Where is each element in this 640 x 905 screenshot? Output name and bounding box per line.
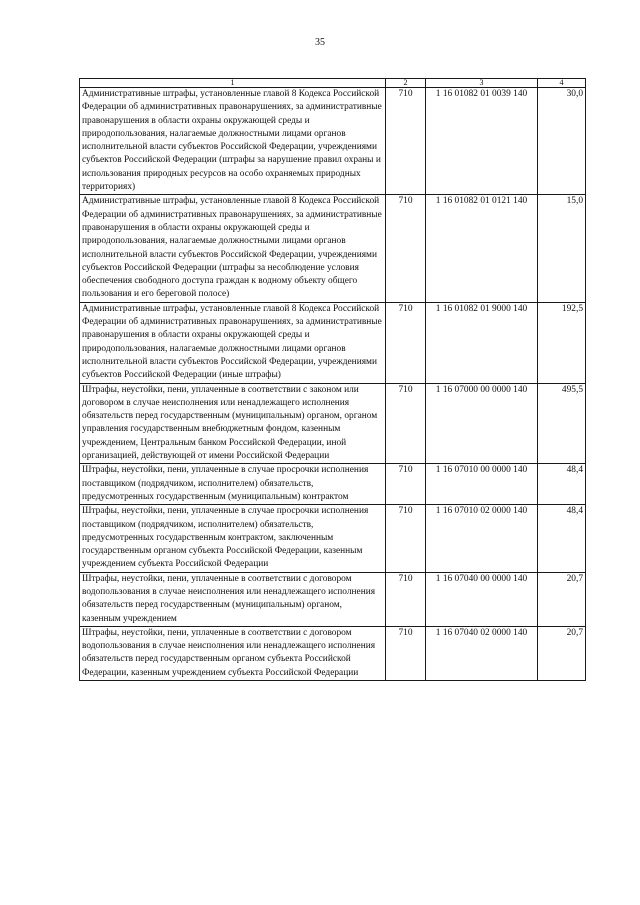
row-budget-code: 1 16 01082 01 9000 140 [426,302,538,383]
table-row [80,88,586,195]
row-description: Административные штрафы, установленные главой 8 Кодекса Российской Федерации об административных правонарушениях, за административные правонарушения в области охраны окружающей среды и природопользования, налагаемые должностными лицами органов исполнительной власти субъектов Российской Федерации, учреждениями субъектов Российской Федерации (иные штрафы) [80,302,386,383]
row-admin-code: 710 [386,464,426,505]
header-col-2: 2 [386,79,426,88]
row-description: Штрафы, неустойки, пени, уплаченные в соответствии с законом или договором в случае неисполнения или ненадлежащего исполнения обязательств перед государственным (муниципальным) органом, органом управления государственным внебюджетным фондом, казенным учреждением, Центральным банком Российской Федерации, иной организацией, действующей от имени Российской Федерации [80,383,386,464]
row-admin-code: 710 [386,302,426,383]
row-amount: 192,5 [538,302,586,383]
row-admin-code: 710 [386,626,426,680]
table-row [80,626,586,680]
table-row [80,195,586,302]
revenue-table [79,78,586,681]
row-amount: 20,7 [538,626,586,680]
table-row [80,505,586,572]
header-col-1: 1 [80,79,386,88]
table-row [80,464,586,505]
row-budget-code: 1 16 07040 02 0000 140 [426,626,538,680]
row-description: Штрафы, неустойки, пени, уплаченные в соответствии с договором водопользования в случае неисполнения или ненадлежащего исполнения обязательств перед государственным органом субъекта Российской Федерации, казенным учреждением субъекта Российской Федерации [80,626,386,680]
row-admin-code: 710 [386,572,426,626]
row-admin-code: 710 [386,505,426,572]
row-description: Штрафы, неустойки, пени, уплаченные в случае просрочки исполнения поставщиком (подрядчиком, исполнителем) обязательств, предусмотренных государственным (муниципальным) контрактом [80,464,386,505]
row-description: Административные штрафы, установленные главой 8 Кодекса Российской Федерации об административных правонарушениях, за административные правонарушения в области охраны окружающей среды и природопользования, налагаемые должностными лицами органов исполнительной власти субъектов Российской Федерации, учреждениями субъектов Российской Федерации (штрафы за несоблюдение условия обеспечения свободного доступа граждан к водному объекту общего пользования и его береговой полосе) [80,195,386,302]
table-row [80,302,586,383]
row-budget-code: 1 16 07000 00 0000 140 [426,383,538,464]
row-description: Штрафы, неустойки, пени, уплаченные в случае просрочки исполнения поставщиком (подрядчиком, исполнителем) обязательств, предусмотренных государственным контрактом, заключенным государственным органом субъекта Российской Федерации, казенным учреждением субъекта Российской Федерации [80,505,386,572]
row-admin-code: 710 [386,195,426,302]
row-budget-code: 1 16 07010 00 0000 140 [426,464,538,505]
row-amount: 48,4 [538,464,586,505]
row-admin-code: 710 [386,88,426,195]
table-row [80,572,586,626]
header-row [80,79,586,88]
row-budget-code: 1 16 07010 02 0000 140 [426,505,538,572]
page-number: 35 [315,37,325,48]
row-amount: 15,0 [538,195,586,302]
row-amount: 48,4 [538,505,586,572]
row-amount: 20,7 [538,572,586,626]
row-budget-code: 1 16 07040 00 0000 140 [426,572,538,626]
row-budget-code: 1 16 01082 01 0039 140 [426,88,538,195]
row-amount: 495,5 [538,383,586,464]
table-row [80,383,586,464]
row-admin-code: 710 [386,383,426,464]
header-col-3: 3 [426,79,538,88]
row-amount: 30,0 [538,88,586,195]
row-description: Административные штрафы, установленные главой 8 Кодекса Российской Федерации об административных правонарушениях, за административные правонарушения в области охраны окружающей среды и природопользования, налагаемые должностными лицами органов исполнительной власти субъектов Российской Федерации, учреждениями субъектов Российской Федерации (штрафы за нарушение правил охраны и использования природных ресурсов на особо охраняемых природных территориях) [80,88,386,195]
row-description: Штрафы, неустойки, пени, уплаченные в соответствии с договором водопользования в случае неисполнения или ненадлежащего исполнения обязательств перед государственным (муниципальным) органом, казенным учреждением [80,572,386,626]
row-budget-code: 1 16 01082 01 0121 140 [426,195,538,302]
header-col-4: 4 [538,79,586,88]
